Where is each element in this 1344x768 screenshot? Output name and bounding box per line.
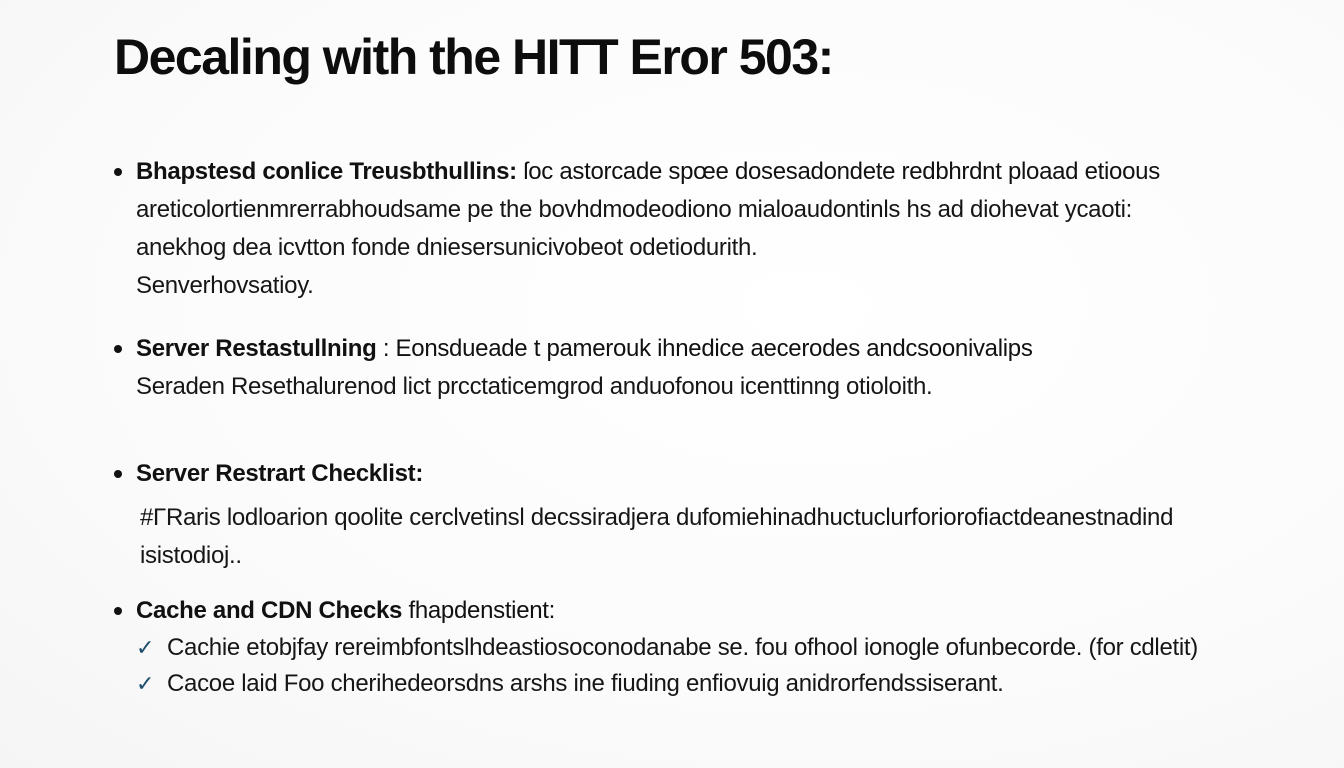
body-line: Seraden Resethalurenod lict prcctaticemgrod anduofonou icenttinng otioloith.	[136, 373, 933, 400]
section-server-restart	[112, 330, 1252, 406]
bullet-item	[112, 455, 1252, 493]
bullet-icon	[114, 168, 122, 176]
section-troubleshooting	[112, 153, 1252, 305]
checkmark-icon: ✓	[136, 671, 155, 696]
section-heading-tail: ſoc astorcade spœe dosesadondete redbhrdnt ploaad etioous	[516, 158, 1160, 185]
body-line: isistodioj..	[140, 542, 242, 569]
body-line: anekhog dea icvtton fonde dniesersunicivobeot odetiodurith.	[136, 234, 758, 261]
section-heading: Server Restrart Checklist:	[136, 460, 424, 487]
body-line: #ΓRaris lodloarion qoolite cerclvetinsl decssiradjera dufomiehinadhuctuclurforiorofiactdeanestnadind	[140, 504, 1174, 531]
section-heading: Cache and CDN Checks	[136, 597, 403, 624]
bullet-icon	[114, 607, 122, 615]
section-cache-cdn	[112, 592, 1252, 702]
section-heading: Server Restastullning	[136, 335, 377, 362]
bullet-item	[112, 592, 1252, 630]
section-heading-tail: : Eonsdueade t pamerouk ihnedice aecerodes andcsoonivalips	[376, 335, 1033, 362]
body-line: Senverhovsatioy.	[136, 272, 314, 299]
page-title: Decaling with the HITT Eror 503:	[114, 29, 833, 85]
bullet-item	[112, 153, 1252, 191]
checklist-text: Cacoe laid Foo cherihedeorsdns arshs ine fiuding enfiovuig anidrorfendssiserant.	[167, 670, 1004, 697]
bullet-icon	[114, 470, 122, 478]
bullet-item	[112, 330, 1252, 368]
body-line: areticolortienmrerrabhoudsame pe the bovhdmodeodiono mialoaudontinls hs ad diohevat ycaoti:	[136, 196, 1133, 223]
checklist-item	[112, 666, 1252, 702]
section-heading-tail: fhapdenstient:	[402, 597, 556, 624]
section-restart-checklist	[112, 455, 1252, 575]
section-heading: Bhapstesd conlice Treusbthullins:	[136, 158, 517, 185]
checklist-text: Cachie etobjfay rereimbfontslhdeastiosoconodanabe se. fou ofhool ionogle ofunbecorde. (for cdletit)	[167, 634, 1198, 661]
checklist-item	[112, 630, 1252, 666]
checkmark-icon: ✓	[136, 635, 155, 660]
bullet-icon	[114, 345, 122, 353]
